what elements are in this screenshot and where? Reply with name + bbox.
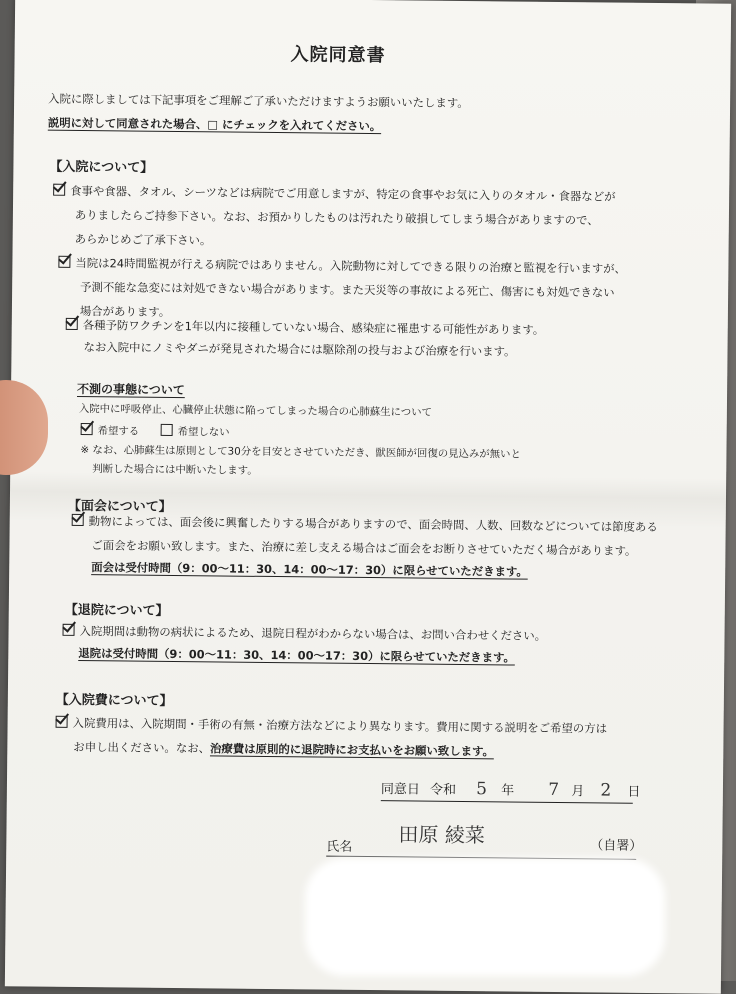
cpr-note-line-2: 判断した場合には中断いたします。 [92,463,258,477]
fees-text [56,715,608,737]
admission-item-1-line-1: 食事や食器、タオル、シーツなどは病院でご用意しますが、特定の食事やお気に入りのタオル・食器などが [70,183,616,204]
consent-month[interactable]: 7 [548,779,560,801]
admission-item-3-line-1: 各種予防ワクチンを1年以内に接種していない場合、感染症に罹患する可能性があります。 [82,318,545,337]
cpr-option-no [161,424,230,441]
consent-date-row [381,780,641,801]
consent-month-unit: 月 [571,784,585,800]
fees-line-2-prefix: お申し出ください。なお、 [73,739,211,756]
emergency-text: 入院中に呼吸停止、心臓停止状態に陥ってしまった場合の心肺蘇生について [78,402,433,419]
admission-item-2-line-3: 場合があります。 [79,303,171,319]
checkbox-visits[interactable] [72,514,84,526]
consent-year-unit: 年 [501,783,515,799]
admission-item-2 [58,255,626,277]
section-heading-admission: 【入院について】 [49,159,154,176]
cpr-option-yes-label: 希望する [97,425,140,438]
cpr-note-line-1: ※ なお、心肺蘇生は原則として30分を目安とさせていただき、獣医師が回復の見込みが無いと [80,443,521,461]
admission-item-1-line-2: ありましたらご持参下さい。なお、お預かりしたものは汚れたり破損してしまう場合がありますので、 [74,207,599,228]
visits-hours: 面会は受付時間（9：00～11：30、14：00～17：30）に限らせていただきます。 [91,560,528,579]
admission-item-1-line-3: あらかじめご了承下さい。 [74,231,212,248]
checkbox-admission-1[interactable] [53,184,65,196]
section-heading-discharge: 【退院について】 [64,602,169,619]
section-heading-fees: 【入院費について】 [55,692,173,709]
fees-line-1: 入院費用は、入院期間・手術の有無・治療方法などにより異なります。費用に関する説明をご希望の方は [72,715,608,736]
admission-item-3-line-2: なお入院中にノミやダニが発見された場合には駆除剤の投与および治療を行います。 [83,340,516,359]
discharge-line: 入院期間は動物の病状によるため、退院日程がわからない場合は、お問い合わせください。 [79,623,547,643]
checkbox-discharge[interactable] [63,624,75,636]
admission-item-2-line-2: 予測不能な急変には対処できない場合があります。また天災等の事故による死亡、傷害にも対処できない [80,279,615,300]
intro-text: 入院に際しましては下記事項をご理解ご了承いただけますようお願いいたします。 [48,91,469,111]
self-sign-label: （自署） [590,838,643,854]
admission-item-1 [53,183,616,205]
fees-line-2-bold: 治療費は原則的に退院時にお支払いをお願い致します。 [209,741,494,759]
consent-day[interactable]: 2 [600,780,612,801]
consent-year[interactable]: 5 [476,779,488,800]
visits-line-1: 動物によっては、面会後に興奮したりする場合がありますので、面会時間、人数、回数などについては節度ある [88,514,658,535]
signature-field[interactable]: 田原 綾菜 [398,822,485,848]
redaction-overlay [305,858,665,976]
name-label: 氏名 [326,839,353,855]
consent-era: 令和 [429,782,457,798]
section-heading-emergency: 不測の事態について [77,381,185,398]
date-underline [381,800,633,804]
discharge-text [62,623,546,644]
admission-item-3 [66,317,545,338]
cpr-option-yes [81,423,140,440]
discharge-hours: 退院は受付時間（9：00～11：30、14：00～17：30）に限らせていただきます。 [78,645,515,665]
form-title: 入院同意書 [290,44,386,67]
cpr-option-no-label: 希望しない [177,426,230,439]
instruction-text: 説明に対して同意された場合、□ にチェックを入れてください。 [47,115,382,134]
visits-text [72,513,658,535]
checkbox-fees[interactable] [56,716,68,728]
consent-date-label: 同意日 [380,782,421,798]
fees-line-2 [73,739,494,759]
checkbox-admission-2[interactable] [58,256,70,268]
consent-form-paper [5,0,731,994]
visits-line-2: ご面会をお願い致します。また、治療に差し支える場合はご面会をお断りさせていただく場合があります。 [91,538,637,558]
checkbox-cpr-yes[interactable] [81,423,93,435]
consent-day-unit: 日 [627,784,641,800]
admission-item-2-line-1: 当院は24時間監視が行える病院ではありません。入院動物に対してできる限りの治療と監視を行いますが、 [75,255,627,276]
checkbox-admission-3[interactable] [66,318,78,330]
checkbox-cpr-no[interactable] [161,424,173,436]
section-heading-visits: 【面会について】 [67,498,172,515]
